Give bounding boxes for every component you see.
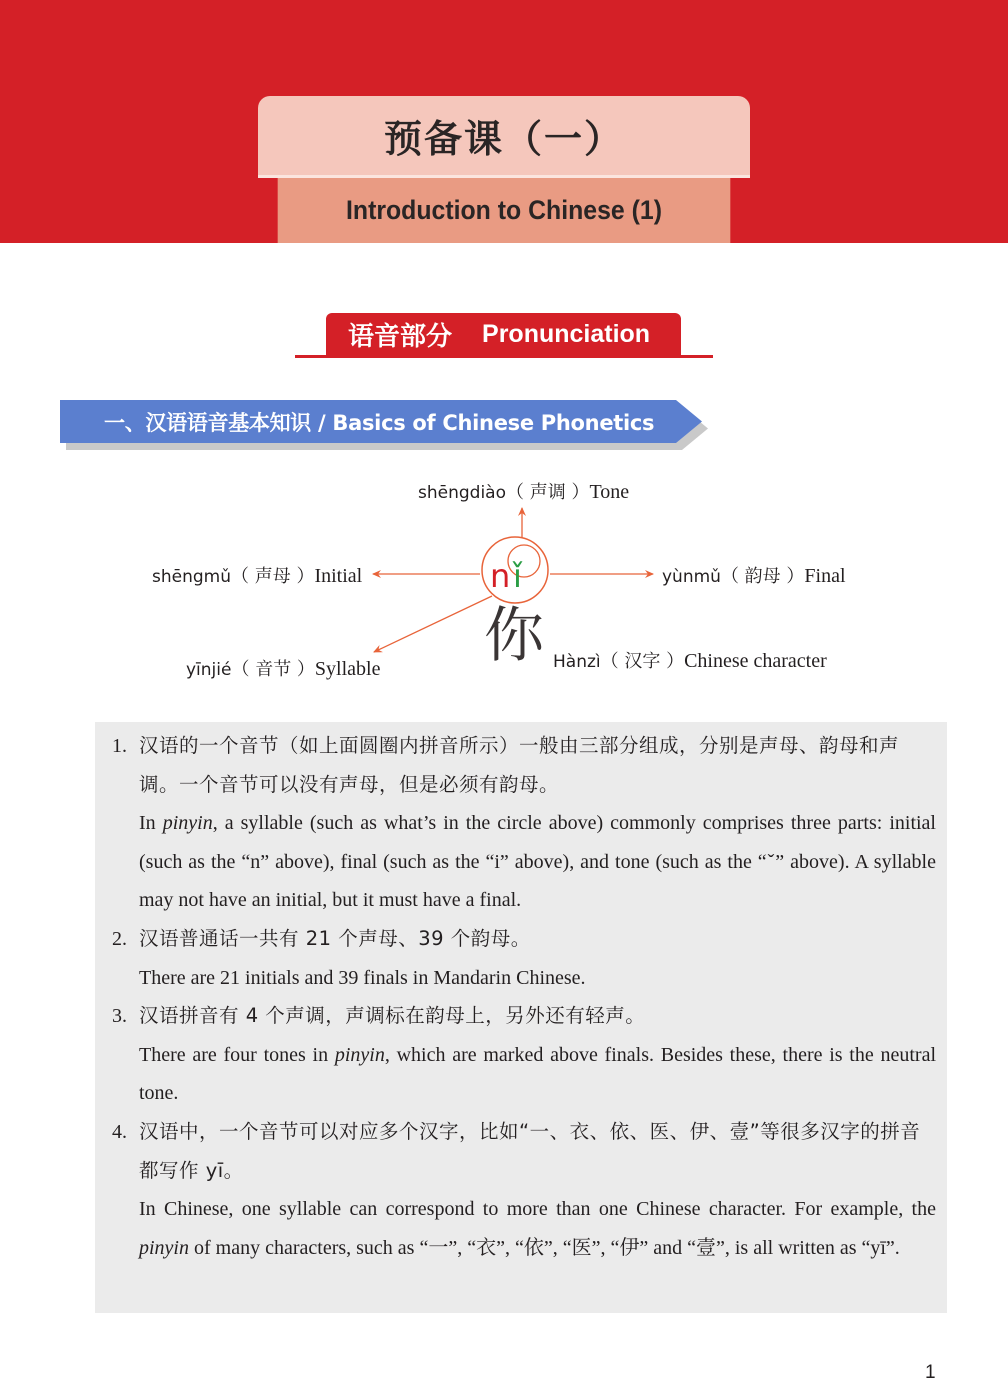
page-number: 1 [925,1362,936,1383]
note-number: 2. [112,928,127,950]
hanzi-character: 你 [484,601,544,671]
label-final: yùnmǔ（ 韵母 ）Final [662,565,846,587]
note-en: In pinyin, a syllable (such as what’s in the circle above) commonly comprises three parts: initial (such as the “n” above), final (such as the “i” above), and tone (such as the “ˇ” above). A syllable may not have an initial, but it must have a final. [139,812,936,912]
section-title-cn: 语音部分 [348,322,453,352]
note-cn: 汉语拼音有 4 个声调，声调标在韵母上，另外还有轻声。 [139,1004,646,1027]
note-number: 1. [112,735,127,757]
lesson-title-en: Introduction to Chinese (1) [278,178,731,243]
note-cn: 汉语的一个音节（如上面圆圈内拼音所示）一般由三部分组成，分别是声母、韵母和声调。一个音节可以没有声母，但是必须有韵母。 [139,734,900,796]
label-syllable: yīnjié（ 音节 ）Syllable [186,658,381,680]
note-cn: 汉语中，一个音节可以对应多个汉字，比如“一、衣、依、医、伊、壹”等很多汉字的拼音都写作 yī。 [139,1120,921,1182]
center-initial: n [490,557,511,595]
lesson-title-cn: 预备课（一） [258,96,750,175]
section-title-en: Pronunciation [482,320,651,348]
center-final: ǐ [513,557,522,595]
note-en: There are 21 initials and 39 finals in Mandarin Chinese. [139,966,586,989]
note-en: There are four tones in pinyin, which are marked above finals. Besides these, there is the neutral tone. [139,1043,937,1105]
label-initial: shēngmǔ（ 声母 ）Initial [152,565,363,587]
notes-panel [95,722,947,1313]
note-number: 3. [112,1005,127,1027]
note-cn: 汉语普通话一共有 21 个声母、39 个韵母。 [139,927,531,950]
label-tone: shēngdiào（ 声调 ）Tone [418,481,630,503]
arrow-syllable [374,596,492,652]
label-hanzi: Hànzì（ 汉字 ）Chinese character [553,650,827,672]
note-number: 4. [112,1121,127,1143]
subsection-title: 一、汉语语音基本知识 / Basics of Chinese Phonetics [104,410,655,435]
note-en: In Chinese, one syllable can correspond to more than one Chinese character. For example, the pinyin of many characters, such as “一”, “衣”, “依”, “医”, “伊” and “壹”, is all written as “yī”. [139,1198,936,1259]
